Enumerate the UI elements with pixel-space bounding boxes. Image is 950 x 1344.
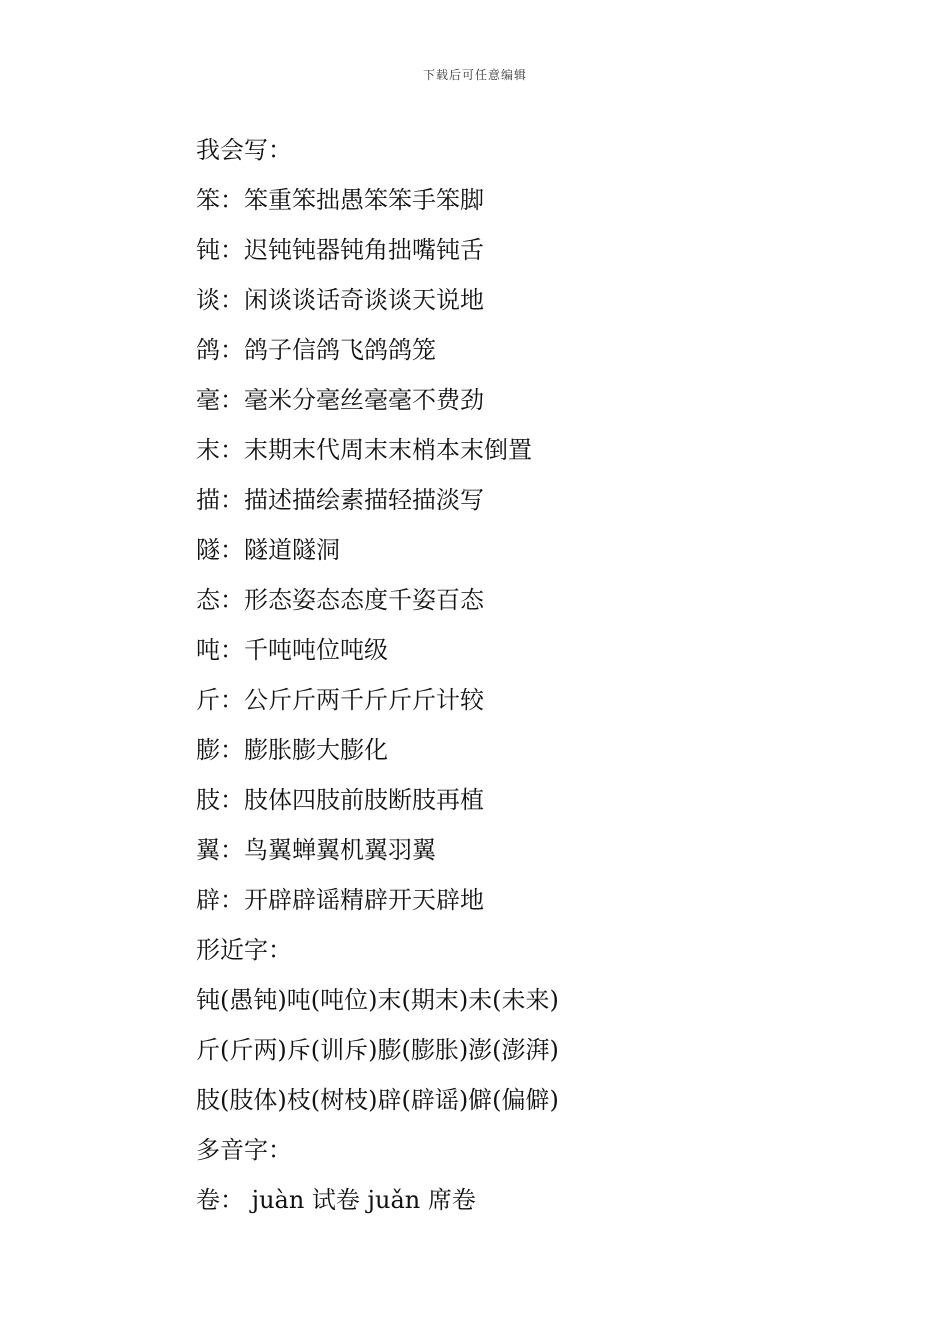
word-entry: 斤：公斤斤两千斤斤斤计较 [196,686,484,714]
section-heading-similar-characters: 形近字： [196,936,292,964]
section-heading-polyphonic-characters: 多音字： [196,1136,292,1164]
word-entry: 描：描述描绘素描轻描淡写 [196,486,484,514]
similar-character-row: 斤(斤两)斥(训斥)膨(膨胀)澎(澎湃) [196,1036,559,1064]
word-entry: 膨：膨胀膨大膨化 [196,736,388,764]
word-entry: 肢：肢体四肢前肢断肢再植 [196,786,484,814]
word-entry: 翼：鸟翼蝉翼机翼羽翼 [196,836,436,864]
polyphonic-entry: 卷： juàn 试卷 juǎn 席卷 [196,1186,476,1214]
word-entry: 钝：迟钝钝器钝角拙嘴钝舌 [196,236,484,264]
word-entry: 隧：隧道隧洞 [196,536,340,564]
similar-character-row: 钝(愚钝)吨(吨位)末(期末)未(未来) [196,986,559,1014]
word-entry: 辟：开辟辟谣精辟开天辟地 [196,886,484,914]
word-entry: 笨：笨重笨拙愚笨笨手笨脚 [196,186,484,214]
section-heading-writing: 我会写： [196,136,292,164]
word-entry: 吨：千吨吨位吨级 [196,636,388,664]
page-header: 下载后可任意编辑 [422,68,527,82]
document-body [196,128,896,1228]
word-entry: 鸽：鸽子信鸽飞鸽鸽笼 [196,336,436,364]
word-entry: 末：末期末代周末末梢本末倒置 [196,436,532,464]
word-entry: 谈：闲谈谈话奇谈谈天说地 [196,286,484,314]
similar-character-row: 肢(肢体)枝(树枝)辟(辟谣)僻(偏僻) [196,1086,559,1114]
word-entry: 态：形态姿态态度千姿百态 [196,586,484,614]
word-entry: 毫：毫米分毫丝毫毫不费劲 [196,386,484,414]
